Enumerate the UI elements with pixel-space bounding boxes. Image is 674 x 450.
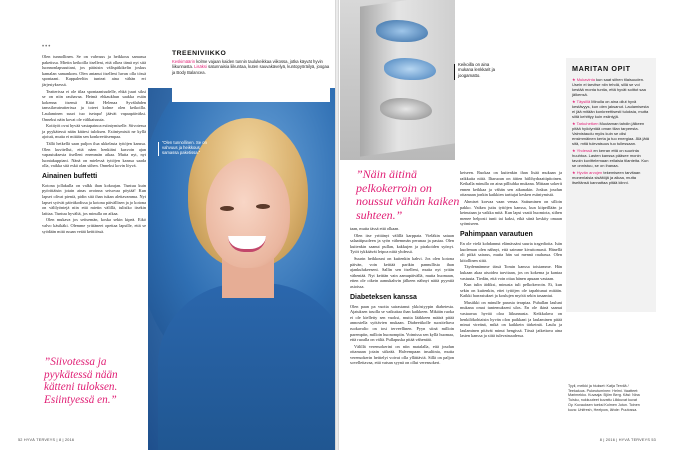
paragraph: Kun tulin äidiksi, minusta tuli pelkokerroin. Ei, kun sekin on kuitenkin, ettei tyttöjen ole tapahtunut mitään. Kaikki harrastukset ja koulujen myötä sekin tasaantui. [460, 282, 562, 299]
photo-caption: ”Olen tunnollinen. Se on vahvuus ja heikkous samassa paketissa.” [162, 140, 210, 156]
paragraph: Olen paan pa vuotta sairastanut ykköstyypin diabetesta. Ajatuksen tasolla se vaikuttaa ihan kaikkeen. Mikään ruoka ei ole kielletty sen vuoksi, mutta lääkkeen määrä pitää annostella syötävien mukaan. Diabeetikolle suositeltava ruokavalio on tosi terveellinen. Pyyn siinä milloin parempiin, milloin huonompiin. Voimissa sen kyllä huomaa, että ruoalla on väliä. Pullapuska pitää vähentää. [350, 303, 454, 343]
pull-quote-right: ”Näin äitinä pelkokerroin on noussut vähän kaiken suhteen.” [356, 167, 460, 222]
paragraph: Olen mukava jos seitsemän, koska sekin kipeä. Eikö valvo käsikäki. Olemme yrittäneet opettaa lapsille, että se syödään mitä ruuan vetää keittiössä. [42, 217, 146, 234]
paragraph: taan, mutta tässä että olkaan. [350, 226, 400, 231]
blue-jacket [158, 283, 338, 450]
right-eye [256, 204, 270, 209]
paragraph: Täydennämme tässä Tomin kanssa toisiamme. Hän kukaan akaa aisoidea tarvitaan, jos on kokema ja kantaa vastuuta. Tiedän, että voin ottaa hänen apuaan vastaan. [460, 264, 562, 281]
shoe-caption: Keikoilla on aina mukana lenkkarit ja joogamatto. [458, 62, 504, 78]
left-col-1 [42, 54, 146, 235]
opit-item: ★ Tarkuhetken Muutaman tahdin jälkeen pitää hyödyntää oman tilan tarpeesta. Valmistaudu myös kuin se olisi ensimmäinen kerta ja tuo energiaa. Älä jätä sitä, mitä tulevaisuus tuo tullessaan. [572, 120, 649, 147]
footer-left: 52 HYVÄ TERVEYS | 8 | 2016 [18, 438, 75, 442]
opit-item: ★ Täysillä Minulla on aina ollut hyvä kestävyys, kun olen jaksanut. Laulamisesta ei jää mitään konkreettisesti tuloksia, mutta siitä kehittyy kuin esiintyjä. [572, 98, 649, 120]
opit-item: ★ Hyvän arvojen tekemiseen tarvitaan monenlaisia sisältöjä ja aikaa, mutta itseltänsä kannattaa pitää kiinni. [572, 169, 641, 185]
paragraph: Olen tunnollinen. Se on vahvuus ja heikkous samassa paketissa. Mietin keikoilla itselleni, että olkea tämä nyt sitä luonnonlapsuuttani, jos pääsisin välispitkikelin joskus kamalan samankom. Olen antanut itselleni luvan olla tössä spontaani. Kappaleeltin tunteat aina vähän eri järjestyksessä. [42, 54, 146, 87]
paragraph: keiseen. Ruokaa on kuitenkin ihan lisää mukaan ja raikkaita niitä. Iltaruoan on äitien hiilihydraattipitoinen. Keikalla minulla on aina pilliuhka mukana. Mittaan sokerit ennen keikkaa ja vähän sen aikanakin. Joskus joudun ottamaan jonkin kaikkien tarttujat kesken esiintymistä. [460, 170, 562, 198]
paragraph: Olen itse yrittänyt välillä karppata. Vieläkin satuan salaattipuoleen ja syön vähemmän perunaa ja pastaa. Olen kuitenkin saanut pullan, kakkujen ja pirakoiden syönyt. Tytöt tykkäävät leipoa niitä yhdessä. [350, 232, 454, 255]
paragraph: Musiikki on minulle parasta terapiaa. Puhallan lauluni mukana omat tuntemukseni ulos. En ole ikinä saanut vastaavaa hyvää oloa liikunnasta. Keikkalava on henkilökohtaisin hyvän olon paikkani ja laulaminen pitää minut vireänä, mikä on kaikkein tärkeintä. Laulu ja laulaminen pitävät minut hengissä. Tässä jatkettava aina lasten kanssa ja siitä tulevaisuudessa. [460, 299, 562, 339]
footer-right: 8 | 2016 | HYVÄ TERVEYS 53 [599, 438, 656, 442]
shoe-photo [340, 0, 455, 160]
photo-credit: Tyyli, meikki ja hiukset: Katja Tervilä / Teekaluus. Pukeutuminen: Helmi. Vaatteet: Marimekko. Kuvaaja: Björn Berg. Käsi: Nina Tuisku, nukkuuteet kuvattu Liikkuvat kuvat Oy. Kuvauksen tueksi Kolmen Jutun. Toinen kuva: Unifresh, Heelpow, lähde: Puutossa. [568, 384, 640, 412]
left-eye [220, 206, 234, 211]
subheading: Pahimpaan varautuen [460, 230, 533, 238]
pull-quote-left: ”Siivotessa ja pyykätessä nään kätteni tuloksen. Esiintyessä en.” [44, 356, 118, 406]
page-gutter [335, 0, 339, 450]
star-icon: ★ [572, 147, 577, 153]
paragraph: Kotona jollakulla on valkk ihan kokoajan. Tuntuu kuin pyörittäisin jotain ainas avoinna seisovaa pöytää! Kun lapset olivat pieniä, pidin sitä ihan tukan alettavamma. Nyt lapset syövät päiväkodissa ja kotona päivällisen ja jo kotona on välilyöntejä niin että mietin välillä, tulisiko itsekin laittaa. Tuntuu hyvältä, jos minulla on aikaa. [42, 182, 146, 216]
decorative-dots: ••• [42, 44, 52, 50]
subheading: Ainainen buffetti [42, 172, 98, 180]
treeni-title: TREENIVIIKKO [172, 50, 227, 57]
paragraph: Kotityöt ovat hyvää vastapainoa esiintymiselle. Siivotessa ja pyykätessä nään kättesi tuloksen. Esiintymistä ne kyllä ajoiutt, mutta ei mitään sen konkreettisempaa. [42, 123, 147, 140]
paragraph: Ahmiset korvaa vaan venaa. Sattuminen on silloin pakko. Vaikea juttu tyttöjen kanssa, kun kiipeillään ja keinutaan ja vaikka mitä. Kun lapsi vaatii huomiota, siihen menee helposti tunti tai kaksi, eikä siinä keskity omaan syömiseen. [460, 198, 562, 227]
paragraph: Välillä verensokerini on niin matalalla, että joudun ottamaan jotain siikeää. Halvempaan insuliinia, mutta verensokerin heittelyt voivat olla yllättäviä. Sillä on paljon sovellettavaa, että vatsan syynä on ollut verensokeri. [350, 343, 454, 366]
star-icon: ★ [572, 169, 577, 175]
treeni-label: Keskimäärin [172, 59, 196, 64]
treeniviikko-box [172, 50, 330, 102]
opit-item: ★ Mukavinta kun saat siihen tilaisuuden. Usein ei tarvitse niin tehdä, sillä se voi kestää monta tuntia, että hyvät soittot saa jälkensä. [572, 77, 646, 98]
star-icon: ★ [572, 77, 577, 82]
paragraph: Teatterissa ei ole tilaa spontaanisudelle, ehkä juuri siksi se on niin rauhavaa. Heimä ehkaukhun saakka esiän kokenna itsensä Kätri Helenaa Syvälahden tanssilavateatterissa ja toteet kolme olen keikoilla. Laulaminen suuri tuo tsetapa! jäävät vapaapäiväksi. Onneksi näin kovat ole välikaisuuta. [42, 88, 146, 122]
opit-item: ★ Yhdessä en kerran että on suurinta huuhtoa. Lasten kanssa pääsee monin tavoin kuvittelemaan erilaisia tilanteita. Kun se onnistuu, se on ihanaa. [572, 147, 649, 168]
subheading: Diabeteksen kanssa [350, 293, 417, 301]
opit-title: MARITAN OPIT [572, 64, 631, 73]
treeni-label: Lisäksi [194, 64, 207, 70]
paragraph: Suurin heikkouni on kuitenkin kahvi. Jos olen kotona päivän, voin keittää parikin pannullista ihan ajankulukeeseni. Sallin sen itselleni, mutta nyt yritän vähentää. Nyt keittän vain aamupäivällä, mutta huomaan, etten ole oikein aamukahvin jälkeen nähnyt näitä pyyntiä asioissa. [350, 255, 454, 289]
paragraph: En ole vielä kohdannut elämässäni suuria tragedioita. Isän kuoleman olen nähnyt, että saimme kivuttomasti. Hänellä oli pitkä sairaus, mutta hän sai mennä rauhassa. Olen kiitollinen siitä. [460, 240, 562, 263]
star-icon: ★ [572, 98, 577, 104]
star-icon: ★ [572, 120, 577, 126]
paragraph: Tällä hetkellä saan puljon ilua ukkelasta tyttöjen kanssa. Olen kuvitellut, että näen henkiäni kasvoin ajan vapautuksesta itselleni enemmän aikaa. Mutta nyt, nyt luontakuppiani. Nänä on mielessä tyttöjen kanssa saada olla, vaikka sitä eskä olan siihen. Onneksi kovin löyvä. [42, 140, 146, 169]
treeni-text: Keskimäärin kolme vajaan kaiden tunnin taulukeikkaa viikossa, jotka käyvät hyvin liikunnasta. Lisäksi satunnaisia liikuntaa, kuten sauvakävelyä, kuntopyöräilyä, joogaa ja Body Balancea. [172, 59, 330, 75]
right-col-3 [460, 170, 562, 340]
maritan-opit-box [566, 58, 656, 312]
right-col-2 [350, 226, 454, 367]
